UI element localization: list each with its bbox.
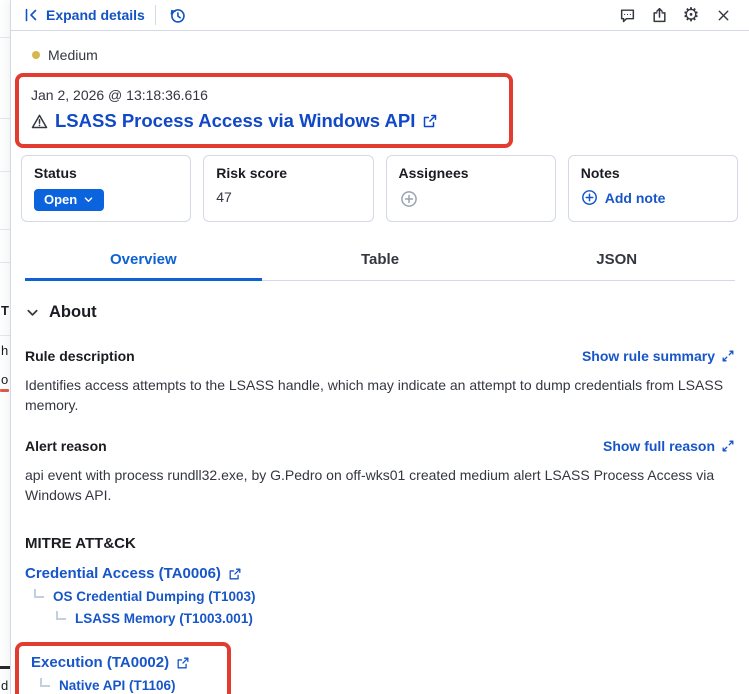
tree-connector-icon	[56, 611, 66, 620]
technique-name: Native API (T1106)	[59, 678, 176, 693]
tree-connector-icon	[40, 678, 50, 687]
mitre-technique-link-native-api[interactable]	[40, 678, 215, 693]
bg-text-fragment: h	[1, 343, 9, 358]
alert-title-link[interactable]	[31, 108, 497, 134]
about-section-toggle[interactable]	[25, 303, 735, 322]
status-dropdown-button[interactable]	[34, 189, 104, 211]
mitre-technique-link-os-credential-dumping[interactable]	[34, 589, 735, 604]
alert-history-button[interactable]	[166, 3, 190, 27]
bg-red-fragment	[0, 389, 9, 392]
mitre-tactic-link-credential-access[interactable]	[25, 565, 735, 582]
mitre-attack-label: MITRE ATT&CK	[25, 535, 136, 552]
mitre-tactic-link-execution[interactable]	[31, 654, 215, 671]
flyout-header	[11, 0, 749, 31]
share-icon	[651, 7, 668, 24]
expand-details-button[interactable]	[23, 7, 145, 23]
notes-card	[568, 155, 738, 222]
comments-button[interactable]	[615, 3, 639, 27]
show-full-reason-label: Show full reason	[602, 438, 715, 454]
about-section-title: About	[49, 303, 97, 321]
mitre-subtechnique-link-lsass-memory[interactable]	[56, 611, 735, 626]
warning-triangle-icon	[31, 113, 48, 130]
technique-name: OS Credential Dumping (T1003)	[53, 589, 256, 604]
subtechnique-name: LSASS Memory (T1003.001)	[75, 611, 253, 626]
expand-diagonal-icon	[721, 349, 735, 363]
rule-description-text: Identifies access attempts to the LSASS handle, which may indicate an attempt to dump credentials from LSASS memory.	[25, 377, 724, 413]
alert-timestamp: Jan 2, 2026 @ 13:18:36.616	[31, 87, 208, 103]
bg-row-line	[0, 171, 10, 172]
open-alert-external-icon[interactable]	[422, 113, 438, 129]
alert-title: LSASS Process Access via Windows API	[55, 110, 416, 131]
annotation-box-execution	[15, 642, 231, 694]
external-link-icon	[228, 567, 242, 581]
bg-text-fragment: T	[1, 303, 9, 318]
bg-row-line	[0, 229, 10, 230]
flyout-tabs	[25, 244, 735, 281]
bg-text-fragment: o	[1, 372, 9, 387]
alert-reason-label: Alert reason	[25, 438, 107, 454]
header-divider	[155, 5, 156, 25]
add-note-label: Add note	[604, 189, 666, 206]
severity-dot-icon	[32, 51, 40, 59]
severity-row	[25, 47, 735, 63]
status-card	[21, 155, 191, 222]
show-full-reason-link[interactable]	[603, 438, 735, 454]
flyout-content	[11, 47, 749, 694]
alert-summary-cards	[21, 155, 738, 222]
settings-button[interactable]	[679, 3, 703, 27]
notes-card-label: Notes	[580, 165, 620, 181]
background-page-strip	[0, 0, 10, 694]
bg-dark-line	[0, 666, 10, 669]
chevron-down-icon	[83, 194, 94, 205]
status-value: Open	[44, 192, 78, 207]
annotation-box-title	[15, 73, 513, 148]
status-card-label: Status	[34, 165, 77, 181]
risk-score-card-label: Risk score	[216, 165, 288, 181]
tactic-name: Execution (TA0002)	[31, 654, 170, 671]
show-rule-summary-label: Show rule summary	[581, 348, 715, 364]
arrow-start-icon	[23, 7, 39, 23]
risk-score-card	[203, 155, 373, 222]
tactic-name: Credential Access (TA0006)	[25, 565, 221, 582]
tab-overview[interactable]: Overview	[25, 244, 262, 281]
add-note-button[interactable]	[581, 189, 666, 206]
gear-icon: ⚙	[682, 3, 700, 26]
assignees-card-label: Assignees	[398, 165, 469, 181]
comment-icon	[619, 7, 636, 24]
add-assignee-button[interactable]	[399, 189, 419, 209]
risk-score-value: 47	[216, 189, 232, 205]
assignees-card	[386, 155, 556, 222]
show-rule-summary-link[interactable]	[582, 348, 735, 364]
close-icon	[716, 8, 731, 23]
alert-reason-text: api event with process rundll32.exe, by G.Pedro on off-wks01 created medium alert LSASS Process Access via Windows API.	[25, 467, 715, 503]
share-button[interactable]	[647, 3, 671, 27]
bg-text-fragment: d	[1, 678, 9, 693]
bg-row-line	[0, 37, 10, 38]
plus-circle-icon	[581, 189, 598, 206]
external-link-icon	[176, 656, 190, 670]
tab-json[interactable]: JSON	[498, 244, 735, 281]
severity-label: Medium	[48, 47, 98, 63]
rule-description-label: Rule description	[25, 348, 135, 364]
alert-details-flyout	[10, 0, 749, 694]
expand-details-label: Expand details	[46, 7, 145, 23]
tab-table[interactable]: Table	[262, 244, 499, 281]
expand-diagonal-icon	[721, 439, 735, 453]
bg-row-line	[0, 118, 10, 119]
history-clock-icon	[169, 7, 186, 24]
close-flyout-button[interactable]	[711, 3, 735, 27]
bg-row-line	[0, 262, 10, 263]
tree-connector-icon	[34, 589, 44, 598]
bg-row-line	[0, 335, 10, 336]
chevron-down-icon	[25, 305, 40, 320]
